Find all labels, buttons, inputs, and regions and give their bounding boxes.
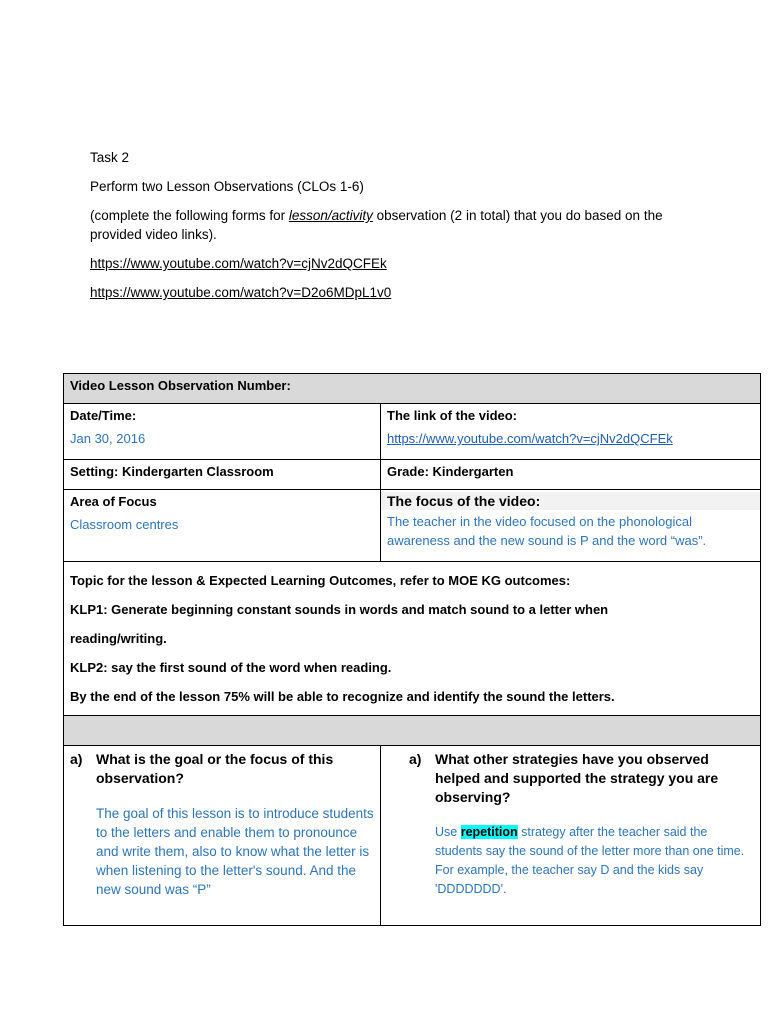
- table-video-link[interactable]: https://www.youtube.com/watch?v=cjNv2dQCFEk: [387, 431, 673, 446]
- video-link-label: The link of the video:: [387, 408, 518, 423]
- goal-question: [70, 750, 374, 788]
- video-link-1[interactable]: https://www.youtube.com/watch?v=cjNv2dQCFEk: [90, 256, 387, 271]
- strategies-question-cell: [381, 746, 761, 926]
- description-emphasis: lesson/activity: [288, 208, 373, 223]
- area-focus-cell: [64, 490, 381, 562]
- grade-cell: [381, 460, 761, 490]
- description-pre: (complete the following forms for: [90, 208, 289, 223]
- datetime-value: Jan 30, 2016: [70, 431, 146, 446]
- strategies-answer: [435, 823, 754, 899]
- video-focus-cell: [381, 490, 761, 562]
- datetime-cell: [64, 404, 381, 460]
- video-focus-label: The focus of the video:: [381, 492, 760, 510]
- strategies-question-label: a): [409, 751, 422, 767]
- goal-question-text: What is the goal or the focus of this observation?: [96, 751, 334, 786]
- datetime-label: Date/Time:: [70, 408, 137, 423]
- video-focus-value: The teacher in the video focused on the phonological awareness and the new sound is P and the word “was”.: [387, 514, 707, 548]
- grade-text: Grade: Kindergarten: [387, 464, 514, 479]
- video-link-cell: [381, 404, 761, 460]
- goal-answer: The goal of this lesson is to introduce students to the letters and enable them to pronounce and write them, also to know what the letter is when listening to the letter's sound. And the new sound was “P”: [96, 806, 374, 897]
- intro-section: [90, 148, 690, 312]
- goal-question-cell: [64, 746, 381, 926]
- repetition-highlight: repetition: [460, 825, 518, 839]
- setting-text: Setting: Kindergarten Classroom: [70, 464, 274, 479]
- observation-number-label: Video Lesson Observation Number:: [70, 378, 291, 393]
- outcome-line: By the end of the lesson 75% will be able to recognize and identify the sound the letters.: [70, 689, 615, 704]
- setting-cell: [64, 460, 381, 490]
- area-focus-label: Area of Focus: [70, 494, 157, 509]
- task-instruction: Perform two Lesson Observations (CLOs 1-6): [90, 179, 364, 194]
- strategies-answer-pre: Use: [435, 825, 461, 839]
- area-focus-value: Classroom centres: [70, 517, 179, 532]
- video-link-2[interactable]: https://www.youtube.com/watch?v=D2o6MDpL1v0: [90, 285, 392, 300]
- klp1-line-2: reading/writing.: [70, 631, 167, 646]
- strategies-question-text: What other strategies have you observed helped and supported the strategy you are observing?: [435, 751, 719, 805]
- topic-heading: Topic for the lesson & Expected Learning Outcomes, refer to MOE KG outcomes:: [70, 573, 571, 588]
- spacer-row: [64, 716, 761, 746]
- observation-form-table: [63, 373, 761, 926]
- klp1-line-1: KLP1: Generate beginning constant sounds in words and match sound to a letter when: [70, 602, 609, 617]
- task-title: Task 2: [90, 150, 130, 165]
- topic-cell: [64, 562, 761, 716]
- strategies-answer-post: strategy after the teacher said the students say the sound of the letter more than one time. For example, the teacher say D and the kids say 'DDDDDDD'.: [435, 825, 745, 896]
- strategies-question: [409, 750, 754, 807]
- task-description: [90, 206, 690, 244]
- description-post: observation (2 in total) that you do based on the provided video links).: [90, 208, 663, 242]
- klp2-line: KLP2: say the first sound of the word when reading.: [70, 660, 392, 675]
- observation-number-cell: [64, 374, 761, 404]
- goal-question-label: a): [70, 751, 83, 767]
